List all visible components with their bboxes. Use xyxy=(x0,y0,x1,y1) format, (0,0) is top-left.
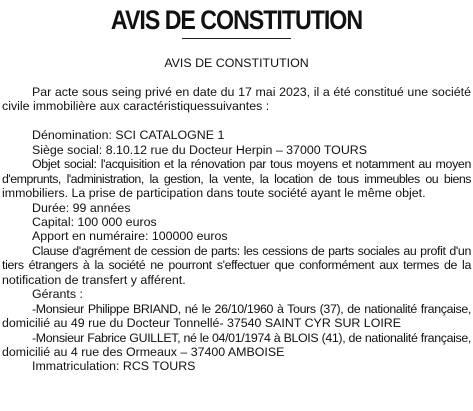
clause-line-2: tiers étrangers à la société ne pourront s'effectuer que conformément aux termes de la xyxy=(2,258,471,273)
objet-line-2: d'emprunts, l'administration, la gestion, la vente, la location de tous immeubles ou biens xyxy=(2,171,471,186)
duree-line: Durée: 99 années xyxy=(32,200,131,215)
siege-line: Siège social: 8.10.12 rue du Docteur Herpin – 37000 TOURS xyxy=(32,142,367,157)
gerant-2-line-2: domicilié au 4 rue des Ormeaux – 37400 AMBOISE xyxy=(2,345,285,360)
notice-subtitle: AVIS DE CONSTITUTION xyxy=(164,56,309,70)
spacer xyxy=(2,114,471,128)
denomination-line: Dénomination: SCI CATALOGNE 1 xyxy=(32,128,225,143)
immatriculation-line: Immatriculation: RCS TOURS xyxy=(32,359,196,374)
legal-notice-body xyxy=(2,56,471,374)
objet-line-3: immobiliers. La prise de participation dans toute société ayant le même objet. xyxy=(2,186,426,201)
spacer xyxy=(2,70,471,84)
clause-line-3: notification de transfert y afférent. xyxy=(2,272,186,287)
capital-line: Capital: 100 000 euros xyxy=(32,214,157,229)
clause-line-1: Clause d'agrément de cession de parts: les cessions de parts sociales au profit d'un xyxy=(32,243,471,258)
header-divider xyxy=(182,38,291,39)
gerant-1-line-2: domicilié au 49 rue du Docteur Tonnellé- 37540 SAINT CYR SUR LOIRE xyxy=(2,316,401,331)
objet-line-1: Objet social: l'acquisition et la rénovation par tous moyens et notamment au moyen xyxy=(32,157,471,172)
intro-line-1: Par acte sous seing privé en date du 17 mai 2023, il a été constitué une société xyxy=(32,84,471,99)
intro-line-2: civile immobilière aux caractéristiquessuivantes : xyxy=(2,99,270,114)
gerant-1-line-1: -Monsieur Philippe BRIAND, né le 26/10/1960 à Tours (37), de nationalité française, xyxy=(32,301,471,316)
apport-line: Apport en numéraire: 100000 euros xyxy=(32,229,228,244)
gerants-label: Gérants : xyxy=(32,287,83,302)
newspaper-header-title: AVIS DE CONSTITUTION xyxy=(110,5,363,35)
gerant-2-line-1: -Monsieur Fabrice GUILLET, né le 04/01/1974 à BLOIS (41), de nationalité française, xyxy=(32,330,471,345)
